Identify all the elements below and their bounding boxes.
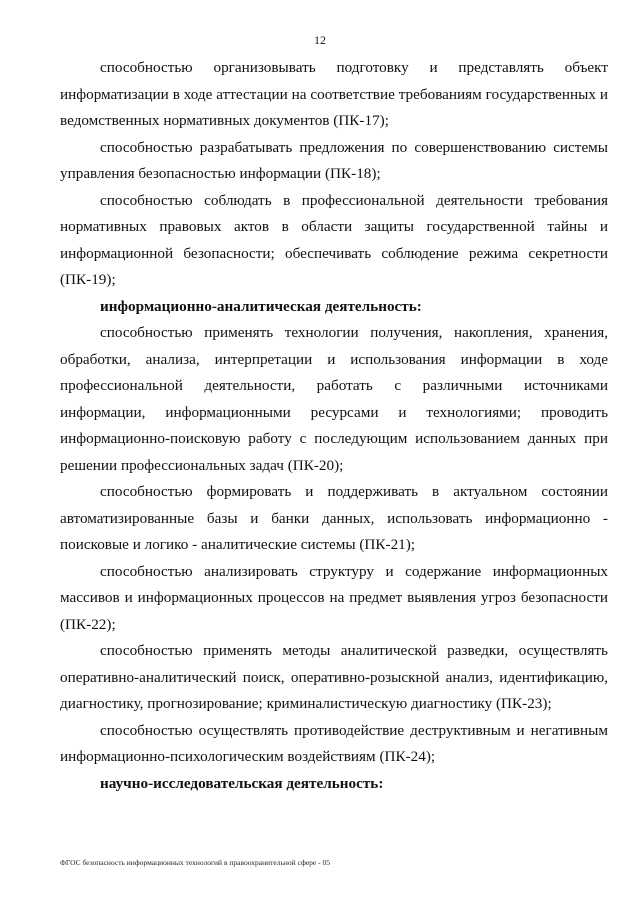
competency-paragraph: способностью разрабатывать предложения по совершенствованию системы управления безопасностью информации (ПК-18); — [60, 138, 608, 182]
competency-paragraph: способностью анализировать структуру и содержание информационных массивов и информационных процессов на предмет выявления угроз безопасности (ПК-22); — [60, 562, 608, 633]
page-number: 12 — [314, 33, 326, 47]
section-heading: информационно-аналитическая деятельность: — [100, 297, 422, 315]
section-heading: научно-исследовательская деятельность: — [100, 774, 384, 792]
competency-paragraph: способностью организовывать подготовку и представлять объект информатизации в ходе аттестации на соответствие требованиям государственных и ведомственных нормативных документов (ПК-17); — [60, 59, 608, 129]
page-footer: ФГОС безопасность информационных технологий в правоохранительной сфере - 05 — [60, 858, 330, 867]
competency-paragraph: способностью формировать и поддерживать в актуальном состоянии автоматизированные базы и банки данных, использовать информационно - поисковые и логико - аналитические системы (ПК-21); — [60, 483, 608, 553]
competency-paragraph: способностью применять технологии получения, накопления, хранения, обработки, анализа, интерпретации и использования информации в ходе профессиональной деятельности, работать с различными источниками информации, информационными ресурсами и технологиями; проводить информационно-поисковую работу с последующим использованием данных при решении профессиональных задач (ПК-20); — [60, 324, 608, 474]
competency-paragraph: способностью соблюдать в профессиональной деятельности требования нормативных правовых актов в области защиты государственной тайны и информационной безопасности; обеспечивать соблюдение режима секретности (ПК-19); — [60, 191, 608, 288]
competency-paragraph: способностью осуществлять противодействие деструктивным и негативным информационно-психологическим воздействиям (ПК-24); — [60, 721, 608, 765]
page-body — [60, 55, 608, 797]
competency-paragraph: способностью применять методы аналитической разведки, осуществлять оперативно-аналитический поиск, оперативно-розыскной анализ, идентификацию, диагностику, прогнозирование; криминалистическую диагностику (ПК-23); — [60, 642, 608, 712]
